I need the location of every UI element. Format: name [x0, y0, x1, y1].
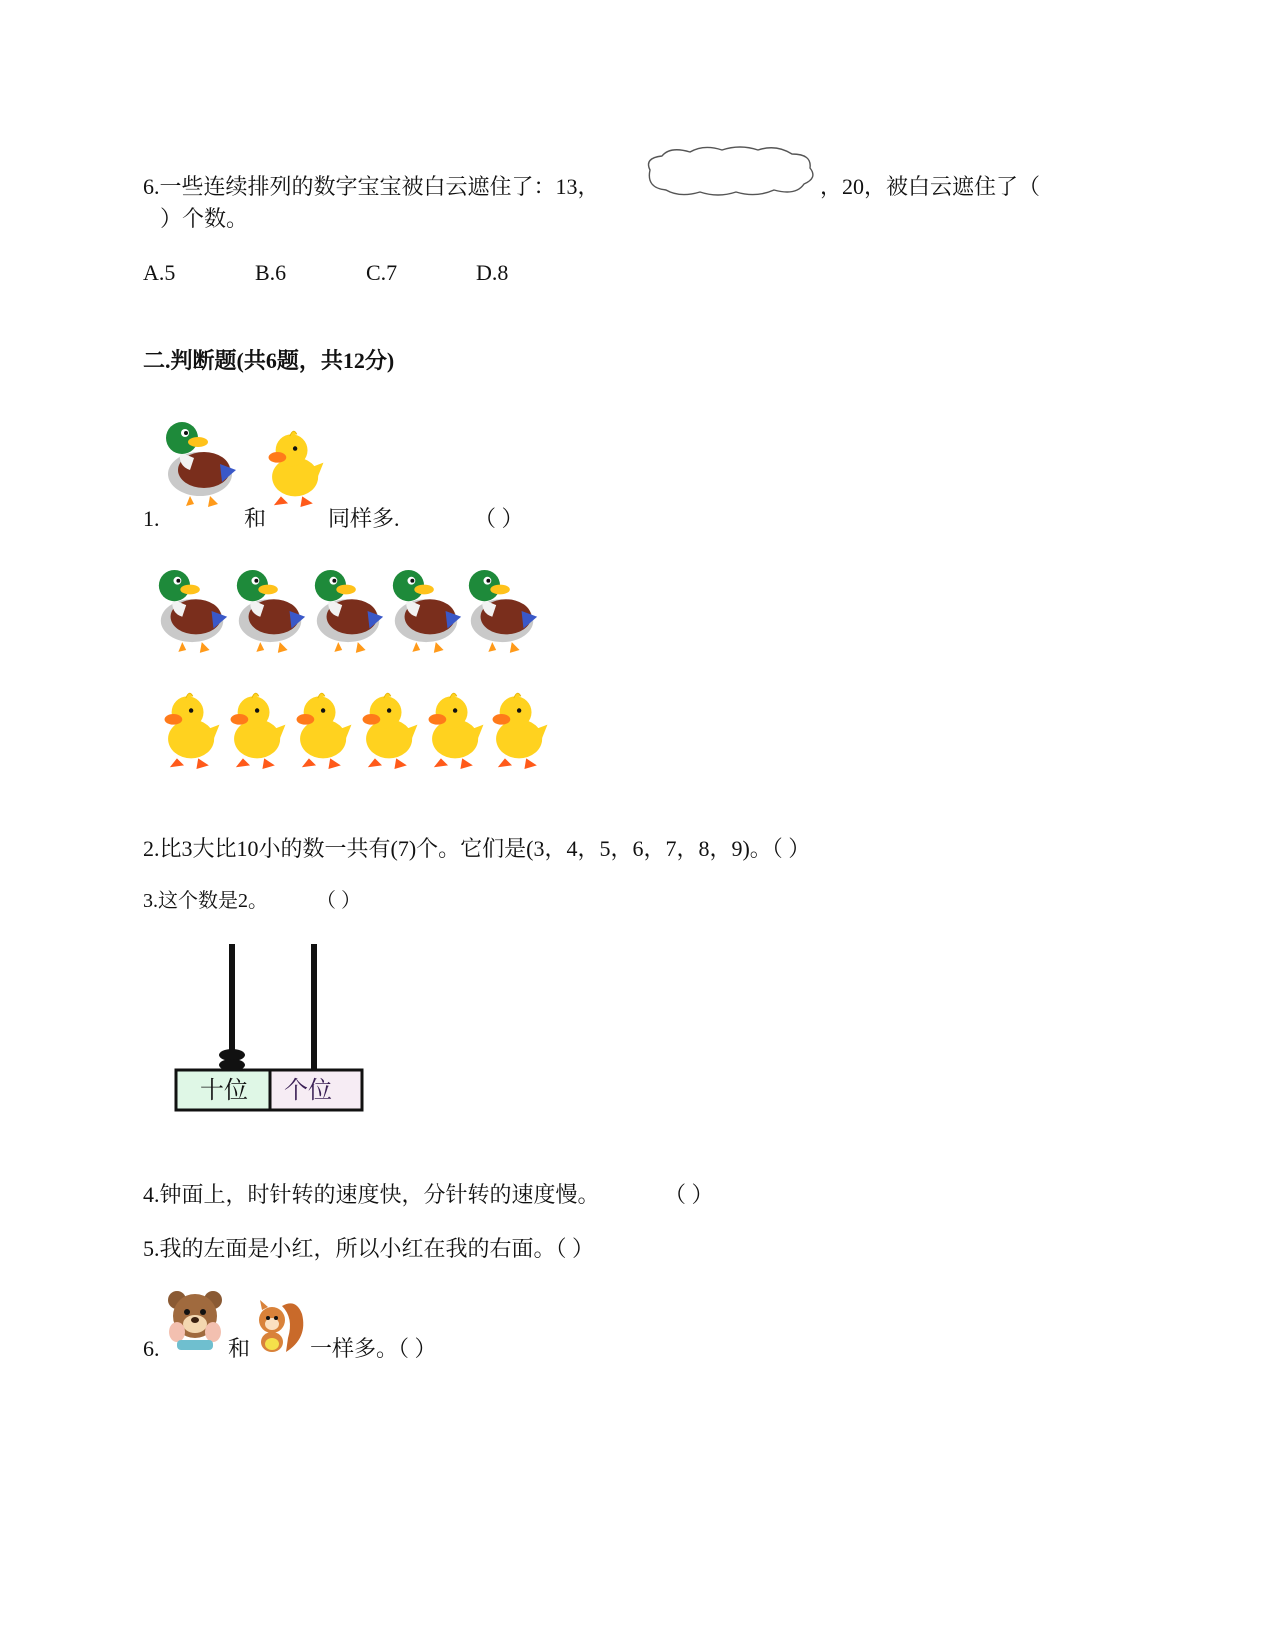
q1-number: 1.	[143, 506, 160, 531]
option-a: A.5	[143, 260, 176, 285]
ducks-picture	[143, 553, 559, 781]
q6-number: 6.	[143, 1336, 160, 1361]
mallard-icon	[463, 555, 543, 663]
choice-q6-suffix: ，20，被白云遮住了（	[820, 174, 1041, 199]
duckling-icon	[293, 681, 355, 779]
q5-text: 5.我的左面是小红，所以小红在我的右面。（ ）	[143, 1236, 595, 1261]
section-title: 二.判断题(共6题，共12分)	[143, 348, 395, 373]
q3-answer-paren: （ ）	[316, 890, 361, 912]
squirrel-icon	[252, 1298, 308, 1356]
tens-label: 十位	[200, 1076, 248, 1104]
q6-tail: 一样多。（ ）	[310, 1336, 437, 1361]
duckling-icon	[489, 681, 551, 779]
duckling-icon	[425, 681, 487, 779]
option-d: D.8	[476, 260, 509, 285]
choice-q6-prefix: 6.一些连续排列的数字宝宝被白云遮住了：13，	[143, 174, 600, 199]
mallard-icon	[309, 555, 389, 663]
ones-label: 个位	[284, 1076, 332, 1104]
duckling-icon	[227, 681, 289, 779]
abacus-diagram	[174, 944, 366, 1114]
q1-answer-paren: （ ）	[474, 506, 524, 531]
q4-answer-paren: （ ）	[664, 1182, 714, 1207]
duckling-icon	[359, 681, 421, 779]
choice-q6-line2: ）个数。	[160, 206, 249, 231]
mallard-icon	[153, 555, 233, 663]
mallard-icon	[387, 555, 467, 663]
bear-icon	[163, 1288, 227, 1352]
q3-text: 3.这个数是2。	[143, 890, 268, 912]
q4-text: 4.钟面上，时针转的速度快，分针转的速度慢。	[143, 1182, 600, 1207]
q6-and: 和	[228, 1336, 251, 1361]
q1-tail: 同样多.	[328, 506, 400, 531]
option-b: B.6	[255, 260, 287, 285]
duckling-icon	[161, 681, 223, 779]
mallard-icon	[231, 555, 311, 663]
q2-text: 2.比3大比10小的数一共有(7)个。它们是(3，4，5，6，7，8，9)。（ ）	[143, 836, 811, 861]
duckling-icon	[265, 418, 327, 518]
cloud-image	[640, 144, 820, 200]
mallard-icon	[160, 405, 242, 519]
q1-and: 和	[244, 506, 267, 531]
option-c: C.7	[366, 260, 398, 285]
